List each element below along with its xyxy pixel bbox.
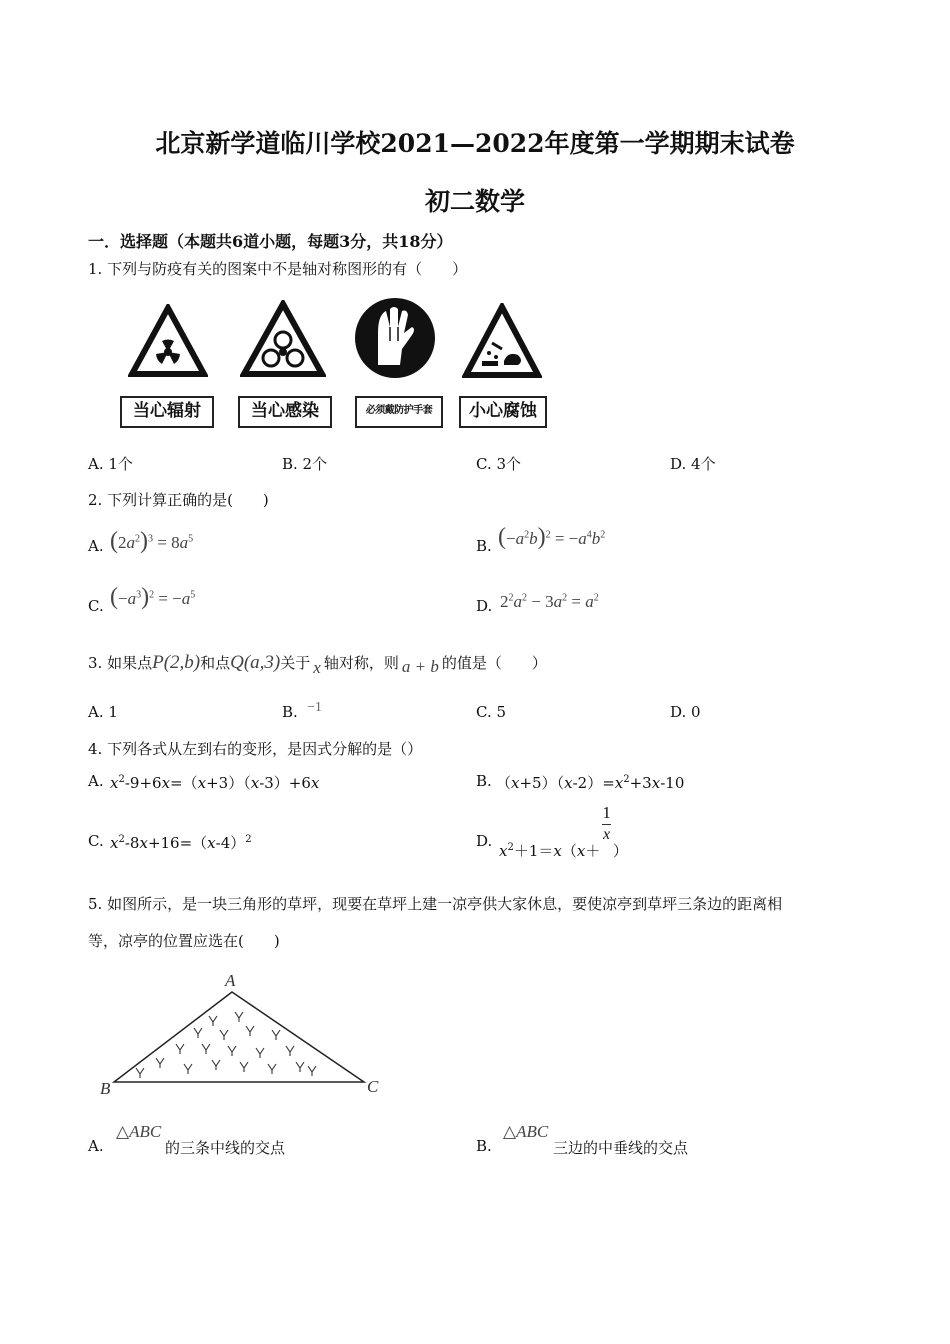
vertex-c-label: C	[367, 1077, 379, 1096]
q3-option-c[interactable]: C. 5	[476, 703, 507, 721]
q3-axis: x	[313, 658, 321, 677]
biohazard-warning-icon	[240, 300, 326, 378]
vertex-a-label: A	[225, 971, 236, 990]
q3-mid2: 关于	[280, 654, 311, 672]
q5-option-a-label[interactable]: A.	[88, 1137, 104, 1155]
q3-option-a[interactable]: A. 1	[88, 703, 118, 721]
q4-option-d-formula: $x^2+1=x(x+$ $\frac{1}{x}$ ）	[499, 803, 628, 860]
q2-option-d-formula: $2^2a^2 - 3a^2 = a^2$	[500, 592, 599, 611]
exam-title: 北京新学道临川学校2021—2022年度第一学期期末试卷	[155, 129, 795, 158]
q1-option-d[interactable]: D. 4个	[670, 455, 716, 473]
vertex-b-label: B	[100, 1079, 111, 1098]
question-4-stem: 4. 下列各式从左到右的变形，是因式分解的是（）	[88, 740, 423, 758]
q2-option-b-formula: $(-a^2b)^2 = -a^4b^2$	[498, 524, 606, 550]
section-heading: 一．选择题（本题共6道小题，每题3分，共18分）	[88, 232, 453, 251]
q4-option-d-label[interactable]: D.	[476, 832, 493, 850]
triangle-lawn-figure	[96, 968, 396, 1098]
radiation-warning-icon	[128, 304, 208, 378]
q3-prefix: 3. 如果点	[88, 654, 153, 672]
q3-point-p: P(2,b)	[152, 652, 201, 673]
q2-option-a-formula: $(2a^2)^3 = 8a^5$	[110, 528, 194, 554]
question-3-stem	[88, 652, 547, 677]
q3-point-q: Q(a,3)	[230, 652, 281, 673]
question-2-stem: 2. 下列计算正确的是( )	[88, 491, 269, 509]
q3-option-b-value: −1	[307, 700, 322, 715]
q5-option-a-triangle: △ABC	[116, 1122, 162, 1141]
q3-option-b-label[interactable]: B.	[282, 703, 298, 721]
q3-expr: a + b	[401, 657, 439, 676]
q4-option-c-formula: $x^2-8x+16=(x-4)^2$	[110, 834, 252, 852]
q3-mid1: 和点	[200, 654, 231, 672]
q3-option-d[interactable]: D. 0	[670, 703, 701, 721]
exam-subtitle: 初二数学	[424, 187, 525, 216]
question-5-stem-line2: 等，凉亭的位置应选在( )	[88, 932, 280, 950]
q2-option-c-label[interactable]: C.	[88, 597, 104, 615]
q2-option-d-label[interactable]: D.	[476, 597, 493, 615]
q4-option-a-formula: $x^2-9+6x=(x+3)(x-3)+6x$	[110, 774, 320, 792]
q3-mid3: 轴对称，则	[323, 654, 399, 672]
q3-suffix: 的值是（ ）	[441, 654, 547, 672]
question-1-stem: 1. 下列与防疫有关的图案中不是轴对称图形的有（ ）	[88, 260, 468, 278]
q4-option-a-label[interactable]: A.	[88, 772, 104, 790]
q1-option-b[interactable]: B. 2个	[282, 455, 328, 473]
q5-option-a-text: 的三条中线的交点	[165, 1139, 286, 1157]
q4-option-b-label[interactable]: B.	[476, 772, 492, 790]
sign-label-corrosion: 小心腐蚀	[459, 396, 547, 428]
q1-option-c[interactable]: C. 3个	[476, 455, 522, 473]
gloves-mandatory-icon	[352, 293, 438, 383]
q5-option-b-triangle: △ABC	[503, 1122, 549, 1141]
sign-label-gloves: 必须戴防护手套	[355, 396, 443, 428]
q5-option-b-label[interactable]: B.	[476, 1137, 492, 1155]
sign-label-radiation: 当心辐射	[120, 396, 214, 428]
q4-option-b-formula: $(x+5)(x-2)=x^2+3x-10$	[496, 774, 685, 792]
q5-option-b-text: 三边的中垂线的交点	[553, 1139, 689, 1157]
q2-option-b-label[interactable]: B.	[476, 537, 492, 555]
q4-option-c-label[interactable]: C.	[88, 832, 104, 850]
q2-option-c-formula: $(-a^3)^2 = -a^5$	[110, 584, 196, 610]
corrosion-warning-icon	[462, 303, 542, 379]
q2-option-a-label[interactable]: A.	[88, 537, 104, 555]
q1-option-a[interactable]: A. 1个	[88, 455, 133, 473]
sign-label-infection: 当心感染	[238, 396, 332, 428]
question-5-stem-line1: 5. 如图所示，是一块三角形的草坪，现要在草坪上建一凉亭供大家休息，要使凉亭到草坪三条边的距离相	[88, 895, 783, 913]
